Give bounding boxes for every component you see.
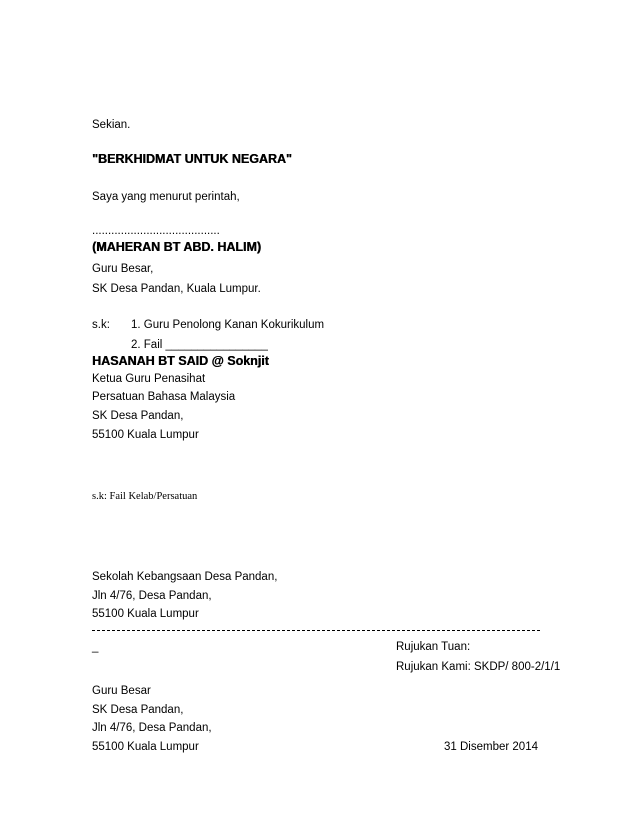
recipient2-line: Jln 4/76, Desa Pandan,: [92, 722, 212, 734]
letterhead-divider: [92, 630, 540, 631]
recipient-line: 55100 Kuala Lumpur: [92, 429, 199, 441]
letterhead-line: 55100 Kuala Lumpur: [92, 608, 199, 620]
signatory-school: SK Desa Pandan, Kuala Lumpur.: [92, 283, 261, 295]
reference-tuan: Rujukan Tuan:: [396, 641, 471, 653]
closing-obedient: Saya yang menurut perintah,: [92, 191, 240, 203]
closing-sekian: Sekian.: [92, 119, 131, 131]
recipient-line: Persatuan Bahasa Malaysia: [92, 391, 236, 403]
signature-line: ........................................: [92, 225, 220, 237]
letterhead-line: Jln 4/76, Desa Pandan,: [92, 590, 212, 602]
letterhead-underscore: _: [92, 641, 99, 653]
letter-date: 31 Disember 2014: [444, 741, 538, 753]
recipient2-line: Guru Besar: [92, 685, 151, 697]
cc-file: s.k: Fail Kelab/Persatuan: [92, 491, 198, 502]
signatory-title: Guru Besar,: [92, 263, 154, 275]
motto: "BERKHIDMAT UNTUK NEGARA": [92, 152, 292, 166]
reference-kami: Rujukan Kami: SKDP/ 800-2/1/1: [396, 661, 561, 673]
cc-label: s.k:: [92, 319, 110, 331]
recipient-name: HASANAH BT SAID @ Soknjit: [92, 354, 269, 368]
cc-item-1: 1. Guru Penolong Kanan Kokurikulum: [131, 319, 325, 331]
recipient2-line: 55100 Kuala Lumpur: [92, 741, 199, 753]
signatory-name: (MAHERAN BT ABD. HALIM): [92, 240, 261, 254]
recipient2-line: SK Desa Pandan,: [92, 704, 184, 716]
recipient-line: Ketua Guru Penasihat: [92, 373, 206, 385]
letterhead-line: Sekolah Kebangsaan Desa Pandan,: [92, 571, 278, 583]
cc-item-2: 2. Fail ________________: [131, 339, 268, 351]
recipient-line: SK Desa Pandan,: [92, 410, 184, 422]
